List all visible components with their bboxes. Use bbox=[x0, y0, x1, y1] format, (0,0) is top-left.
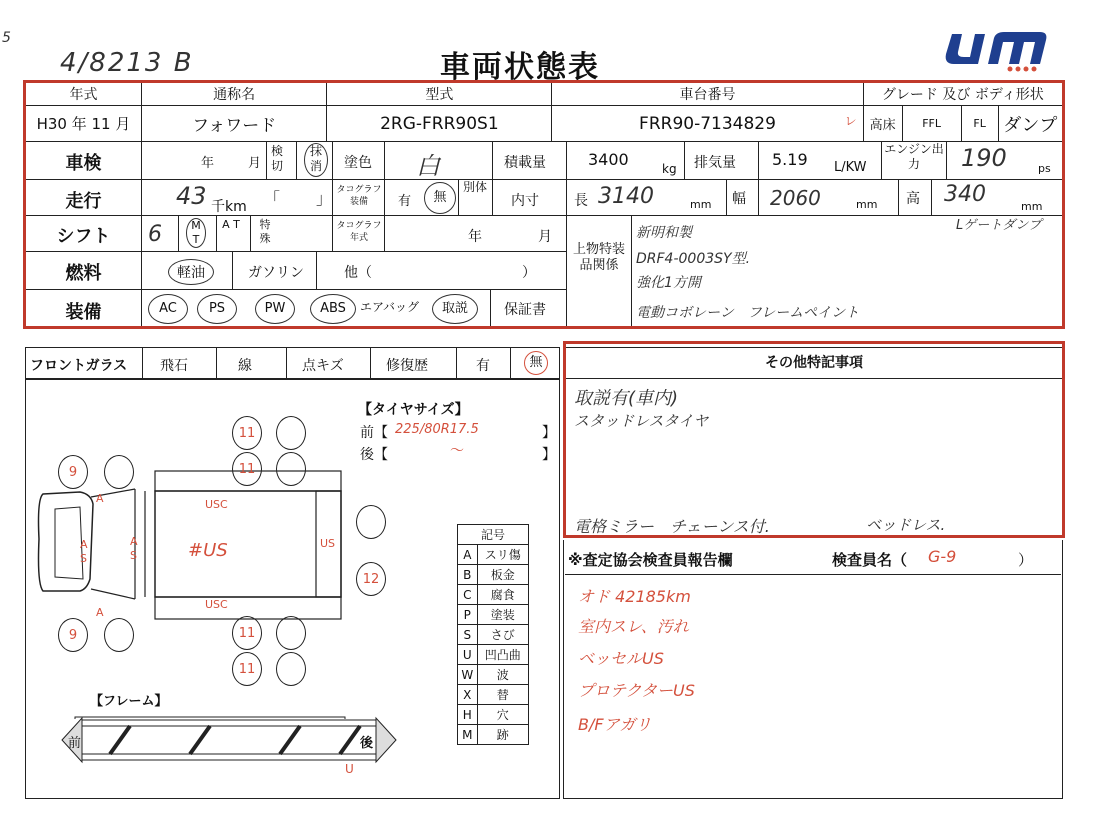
mileage-unit: 千km bbox=[211, 199, 247, 215]
report-title: ※査定協会検査員報告欄 bbox=[568, 551, 733, 569]
company-logo bbox=[940, 24, 1050, 74]
inspector-value: G-9 bbox=[928, 547, 957, 566]
legend-desc: 板金 bbox=[477, 565, 528, 585]
tire-front-value: 225/80R17.5 bbox=[395, 422, 479, 437]
legend-desc: 塗装 bbox=[477, 605, 528, 625]
tire-front-left-2 bbox=[104, 455, 134, 489]
legend-desc: さび bbox=[477, 625, 528, 645]
legend-code: C bbox=[458, 585, 478, 605]
mark-body: #US bbox=[188, 540, 228, 561]
shift-label: シフト bbox=[56, 226, 111, 247]
body-type: ダンプ bbox=[998, 106, 1062, 142]
tire-front-left: 9 bbox=[58, 455, 88, 489]
mileage-value: 43 bbox=[176, 182, 207, 210]
windshield-stone: 飛石 bbox=[160, 358, 188, 374]
mark-top: USC bbox=[205, 498, 228, 511]
special-line-4: 電動コボレーン フレームペイント bbox=[636, 305, 860, 321]
displacement-label: 排気量 bbox=[694, 155, 736, 171]
tire-rear2-right-outer: 11 bbox=[232, 652, 262, 686]
tire-rear-right-inner bbox=[276, 616, 306, 650]
mileage-label: 走行 bbox=[65, 191, 102, 212]
spare-tire-top bbox=[356, 505, 386, 539]
legend-code: M bbox=[458, 725, 478, 745]
mark-side-a: A bbox=[96, 492, 104, 505]
report-line-3: ベッセルUS bbox=[578, 649, 664, 668]
fuel-label: 燃料 bbox=[65, 263, 102, 284]
windshield-line: 線 bbox=[238, 358, 252, 374]
report-box bbox=[563, 540, 1063, 799]
inspector-label: 検査員名（ bbox=[832, 551, 908, 569]
highlight-box-notes bbox=[563, 341, 1065, 538]
special-line-1: 新明和製 bbox=[636, 225, 692, 241]
tire-size-title: 【タイヤサイズ】 bbox=[358, 402, 469, 418]
equip-airbag: エアバッグ bbox=[360, 300, 420, 314]
tire-rear2-left-outer: 11 bbox=[232, 452, 262, 486]
legend-desc: 穴 bbox=[477, 705, 528, 725]
equip-abs: ABS bbox=[310, 294, 356, 324]
legend-desc: 凹凸曲 bbox=[477, 645, 528, 665]
inspection-expired: 検切 bbox=[271, 144, 284, 173]
fuel-other-close: ） bbox=[522, 265, 536, 281]
spare-tire: 12 bbox=[356, 562, 386, 596]
notes-line-4: ベッドレス. bbox=[866, 516, 946, 534]
stock-code: 4/8213 B bbox=[60, 48, 194, 78]
engine-output-unit: ps bbox=[1038, 162, 1051, 175]
legend-desc: 波 bbox=[477, 665, 528, 685]
legend-code: A bbox=[458, 545, 478, 565]
color-label: 塗色 bbox=[344, 155, 372, 171]
repair-none-circled: 無 bbox=[524, 351, 548, 375]
tacho-month-unit: 月 bbox=[538, 229, 552, 245]
legend-desc: 替 bbox=[477, 685, 528, 705]
length-value: 3140 bbox=[598, 184, 654, 209]
mark-rear: US bbox=[320, 537, 336, 550]
displacement-unit: L/KW bbox=[834, 160, 867, 175]
mark-side-as: A S bbox=[130, 535, 138, 562]
equip-ps: PS bbox=[197, 294, 237, 324]
tire-rear-close: 】 bbox=[542, 447, 556, 463]
type-header: 型式 bbox=[327, 83, 552, 106]
deregistered-circled: 抹消 bbox=[304, 143, 328, 177]
page-title: 車両状態表 bbox=[440, 50, 600, 85]
engine-output-label: エンジン出力 bbox=[884, 142, 944, 171]
frame-front: 前 bbox=[68, 736, 82, 751]
tire-front-label: 前【 bbox=[360, 425, 388, 441]
tachograph-none-circled: 無 bbox=[424, 182, 456, 214]
tire-front-right: 9 bbox=[58, 618, 88, 652]
grade-header: グレード 及び ボディ形状 bbox=[863, 83, 1062, 106]
tire-front-right-2 bbox=[104, 618, 134, 652]
equip-label: 装備 bbox=[65, 302, 102, 323]
model-name-value: フォワード bbox=[142, 106, 327, 142]
special-equip-label: 上物特装品関係 bbox=[572, 242, 625, 273]
tacho-year-label: タコグラフ年式 bbox=[336, 221, 382, 243]
report-line-4: プロテクターUS bbox=[578, 681, 695, 700]
legend-code: B bbox=[458, 565, 478, 585]
highlight-box-top bbox=[23, 80, 1065, 329]
fl: FL bbox=[961, 106, 998, 142]
model-name-header: 通称名 bbox=[142, 83, 327, 106]
equip-pw: PW bbox=[255, 294, 295, 324]
legend-code: X bbox=[458, 685, 478, 705]
notes-line-2: スタッドレスタイヤ bbox=[574, 412, 709, 430]
height-unit: mm bbox=[1021, 200, 1043, 213]
legend-desc: 腐食 bbox=[477, 585, 528, 605]
tire-rear-right-outer: 11 bbox=[232, 616, 262, 650]
load-label: 積載量 bbox=[504, 155, 546, 171]
tire-rear-value: 〜 bbox=[450, 443, 464, 459]
report-line-1: オド 42185km bbox=[578, 587, 691, 606]
equip-manual: 取説 bbox=[432, 294, 478, 324]
year-value: H30 年 11 月 bbox=[26, 106, 142, 142]
load-value: 3400 bbox=[588, 150, 629, 169]
engine-output-value: 190 bbox=[961, 144, 1007, 172]
width-value: 2060 bbox=[770, 186, 821, 210]
mileage-bracket-open: 「 bbox=[264, 189, 281, 208]
equip-ac: AC bbox=[148, 294, 188, 324]
shift-value: 6 bbox=[148, 222, 162, 247]
type-value: 2RG-FRR90S1 bbox=[327, 106, 552, 142]
displacement-value: 5.19 bbox=[772, 150, 808, 169]
windshield-dot: 点キズ bbox=[302, 358, 344, 374]
inner-label: 内寸 bbox=[511, 193, 539, 209]
mark-front: A S bbox=[80, 538, 88, 565]
report-line-5: B/Fアガリ bbox=[578, 715, 652, 734]
special-line-2: DRF4-0003SY型. bbox=[636, 251, 751, 267]
tire-rear-left-outer: 11 bbox=[232, 416, 262, 450]
separate-body: 別体 bbox=[463, 180, 488, 194]
legend-code: P bbox=[458, 605, 478, 625]
legend-desc: スリ傷 bbox=[477, 545, 528, 565]
load-unit: kg bbox=[662, 162, 677, 176]
mark-bottom: USC bbox=[205, 598, 228, 611]
length-unit: mm bbox=[690, 198, 712, 211]
inspection-year-unit: 年 bbox=[201, 156, 215, 171]
legend-code: U bbox=[458, 645, 478, 665]
color-value: 白 bbox=[416, 152, 440, 180]
legend-title: 記号 bbox=[458, 525, 529, 545]
width-label: 幅 bbox=[732, 191, 746, 207]
windshield-row bbox=[25, 347, 560, 379]
tire-rear-label: 後【 bbox=[360, 447, 388, 463]
tachograph-has: 有 bbox=[398, 194, 412, 209]
report-divider bbox=[565, 574, 1061, 575]
legend-code: H bbox=[458, 705, 478, 725]
legend-desc: 跡 bbox=[477, 725, 528, 745]
report-line-2: 室内スレ、汚れ bbox=[578, 617, 689, 636]
height-label: 高 bbox=[906, 191, 920, 207]
mileage-bracket-close: 」 bbox=[316, 189, 333, 208]
tire-rear2-right-inner bbox=[276, 652, 306, 686]
year-header: 年式 bbox=[26, 83, 142, 106]
legend-code: S bbox=[458, 625, 478, 645]
corner-mark: 5 bbox=[2, 30, 11, 46]
high-floor: 高床 bbox=[863, 106, 902, 142]
chassis-check: レ bbox=[844, 114, 857, 128]
special-line-3: 強化1方開 bbox=[636, 275, 701, 291]
chassis-value: FRR90-7134829 bbox=[639, 113, 776, 134]
legend-code: W bbox=[458, 665, 478, 685]
notes-line-3: 電格ミラー チェーンス付. bbox=[574, 517, 770, 536]
ffl: FFL bbox=[902, 106, 961, 142]
tacho-year-unit: 年 bbox=[468, 229, 482, 245]
inspection-month-unit: 月 bbox=[248, 156, 262, 171]
notes-title: その他特記事項 bbox=[566, 348, 1062, 379]
special-shift: 特殊 bbox=[259, 218, 271, 245]
tire-rear2-left-inner bbox=[276, 452, 306, 486]
chassis-header: 車台番号 bbox=[552, 83, 863, 106]
length-label: 長 bbox=[574, 193, 588, 209]
mark-side-a2: A bbox=[96, 606, 104, 619]
tire-front-close: 】 bbox=[542, 425, 556, 441]
repair-history-label: 修復歴 bbox=[386, 358, 428, 374]
tachograph-label: タコグラフ装備 bbox=[336, 185, 382, 207]
fuel-gasoline: ガソリン bbox=[248, 265, 304, 281]
width-unit: mm bbox=[856, 198, 878, 211]
equip-warranty: 保証書 bbox=[504, 302, 546, 318]
inspection-label: 車検 bbox=[65, 153, 102, 174]
fuel-other: 他（ bbox=[344, 265, 372, 281]
notes-line-1: 取説有(車内) bbox=[574, 388, 679, 409]
inspector-close: ） bbox=[1018, 551, 1034, 569]
mt-circled: M T bbox=[186, 218, 206, 248]
frame-title: 【フレーム】 bbox=[90, 694, 168, 709]
windshield-label: フロントガラス bbox=[30, 358, 128, 374]
height-value: 340 bbox=[944, 182, 986, 207]
frame-rear: 後 bbox=[360, 736, 374, 751]
fuel-diesel-circled: 軽油 bbox=[168, 259, 214, 285]
repair-has: 有 bbox=[476, 358, 490, 374]
legend-table bbox=[457, 524, 529, 745]
tire-rear-left-inner bbox=[276, 416, 306, 450]
frame-mark: U bbox=[345, 762, 354, 776]
body-note: Lゲートダンプ bbox=[956, 218, 1042, 233]
at-option: A T bbox=[222, 218, 240, 231]
